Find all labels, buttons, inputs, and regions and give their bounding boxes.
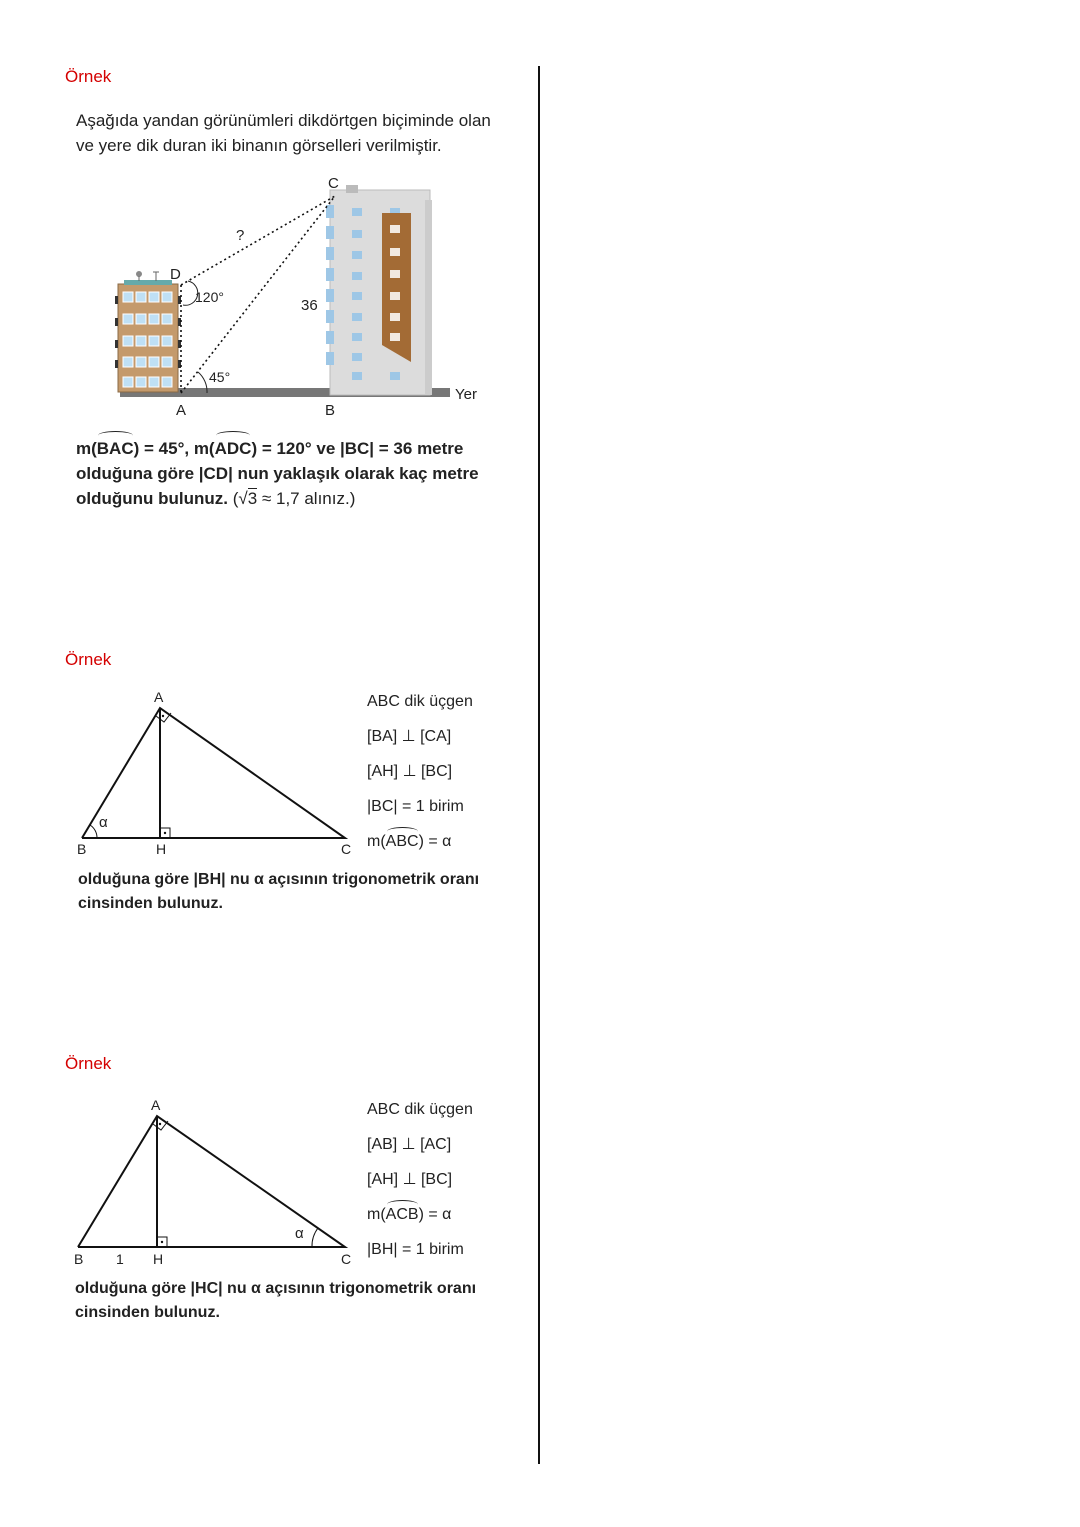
example-1-intro (76, 108, 491, 158)
fig3-label-alpha: α (295, 1225, 304, 1242)
fig3-label-c: C (341, 1251, 352, 1267)
label-b: B (325, 402, 336, 419)
tall-building (326, 185, 432, 395)
given-3-3: [AH] ⊥ [BC] (367, 1171, 453, 1188)
example-1-question (76, 436, 479, 511)
given-3-1: ABC dik üçgen (367, 1101, 473, 1118)
fig2-label-a: A (154, 689, 164, 705)
question-line-3: olduğunu bulunuz. (√3 ≈ 1,7 alınız.) (76, 489, 356, 508)
question-line-1: m(BAC) = 45°, m(ADC) = 120° ve |BC| = 36 metre (76, 436, 479, 461)
ex2-question-line-2: cinsinden bulunuz. (78, 895, 223, 912)
fig2-label-c: C (341, 841, 352, 857)
example-3-question (75, 1277, 476, 1325)
example-2-question (78, 868, 479, 916)
fig2-label-h: H (156, 841, 167, 857)
given-3-4: m(ACB) = α (367, 1206, 452, 1223)
buildings-figure (0, 170, 540, 425)
intro-line-1: Aşağıda yandan görünümleri dikdörtgen biçiminde olan (76, 111, 491, 130)
fig3-label-b: B (74, 1251, 84, 1267)
label-c: C (328, 175, 339, 192)
given-3-5: |BH| = 1 birim (367, 1241, 464, 1258)
label-angle-45: 45° (209, 369, 231, 385)
ex3-question-line-2: cinsinden bulunuz. (75, 1304, 220, 1321)
hat-bac: BAC (97, 436, 134, 461)
example-1-heading: Örnek (65, 67, 112, 86)
fig2-label-b: B (77, 841, 87, 857)
example-2-heading: Örnek (65, 650, 112, 669)
label-d: D (170, 266, 181, 283)
fig3-label-one: 1 (116, 1251, 124, 1267)
line-dc (181, 196, 335, 285)
label-question: ? (236, 227, 245, 244)
example-3-givens (367, 1100, 473, 1275)
label-height-36: 36 (301, 297, 318, 314)
example-2-givens (367, 692, 473, 867)
ex3-question-line-1: olduğuna göre |HC| nu α açısının trigonometrik oranı (75, 1280, 477, 1297)
label-angle-120: 120° (195, 289, 224, 305)
question-line-2: olduğuna göre |CD| nun yaklaşık olarak kaç metre (76, 464, 479, 483)
example-3-heading: Örnek (65, 1054, 112, 1073)
fig2-label-alpha: α (99, 814, 108, 831)
fig3-label-a: A (151, 1097, 161, 1113)
ex2-question-line-1: olduğuna göre |BH| nu α açısının trigonometrik oranı (78, 871, 480, 888)
small-building (115, 271, 181, 392)
hat-adc: ADC (215, 436, 252, 461)
given-2-1: ABC dik üçgen (367, 693, 473, 710)
fig3-label-h: H (153, 1251, 164, 1267)
label-ground: Yer (455, 386, 477, 403)
sqrt-note: (√3 ≈ 1,7 alınız.) (232, 489, 356, 508)
given-2-3: [AH] ⊥ [BC] (367, 763, 453, 780)
given-2-2: [BA] ⊥ [CA] (367, 728, 452, 745)
label-a: A (176, 402, 187, 419)
given-2-5: m(ABC) = α (367, 833, 452, 850)
intro-line-2: ve yere dik duran iki binanın görselleri verilmiştir. (76, 136, 442, 155)
given-3-2: [AB] ⊥ [AC] (367, 1136, 452, 1153)
given-2-4: |BC| = 1 birim (367, 798, 464, 815)
